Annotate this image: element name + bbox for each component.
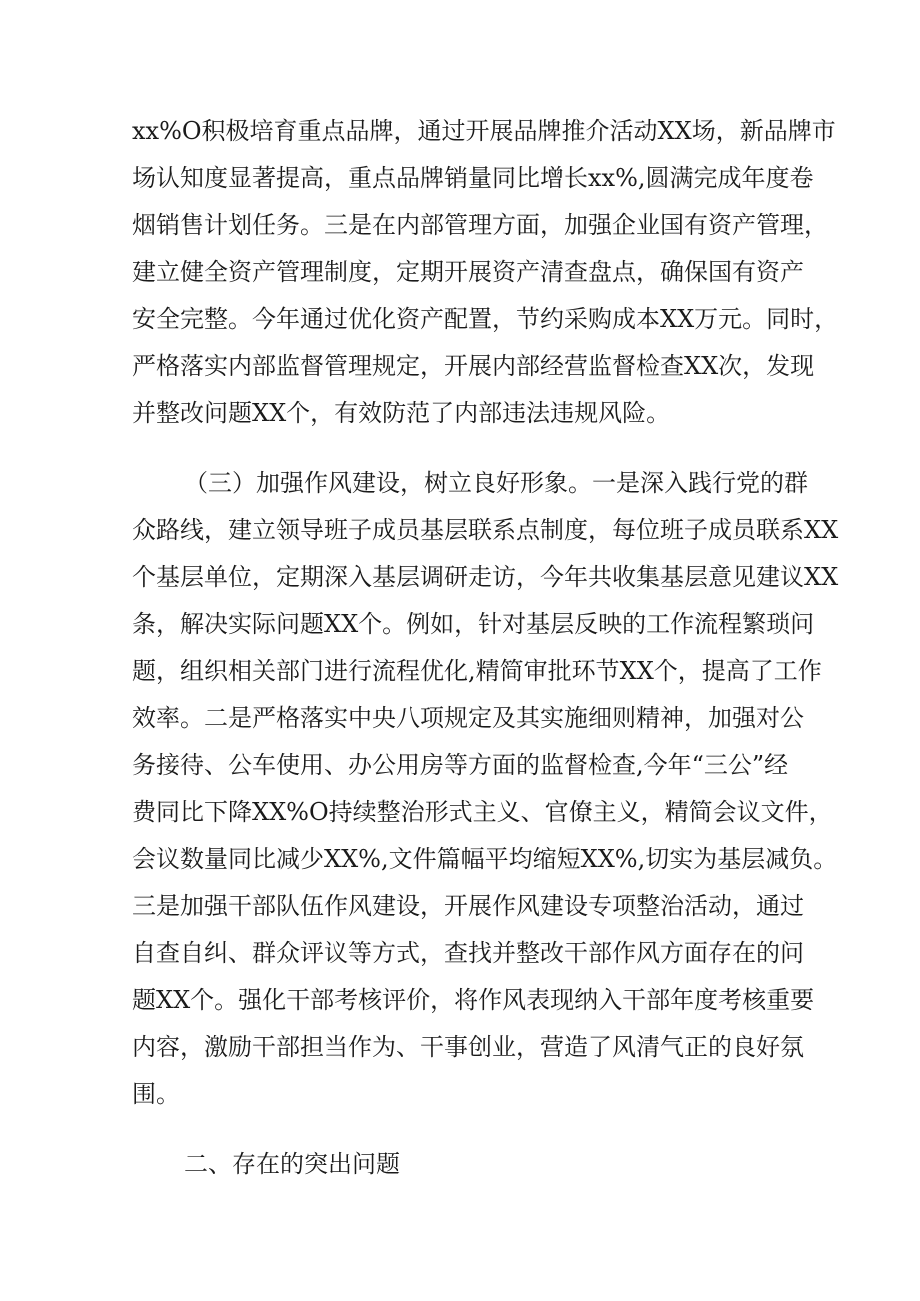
paragraph-1-line-3: 烟销售计划任务。三是在内部管理方面，加强企业国有资产管理， bbox=[132, 211, 828, 239]
paragraph-2-line-10: 三是加强干部队伍作风建设，开展作风建设专项整治活动，通过 bbox=[132, 892, 804, 920]
paragraph-1-line-4: 建立健全资产管理制度，定期开展资产清查盘点，确保国有资产 bbox=[132, 258, 804, 286]
paragraph-2-line-14: 围。 bbox=[132, 1080, 180, 1108]
paragraph-2-line-13: 内容，激励干部担当作为、干事创业，营造了风清气正的良好氛 bbox=[132, 1033, 804, 1061]
paragraph-1-line-2: 场认知度显著提高，重点品牌销量同比增长xx%,圆满完成年度卷 bbox=[132, 164, 814, 192]
paragraph-2-line-12: 题XX个。强化干部考核评价，将作风表现纳入干部年度考核重要 bbox=[132, 986, 815, 1014]
paragraph-1-line-1: xx%O积极培育重点品牌，通过开展品牌推介活动XX场，新品牌市 bbox=[132, 117, 836, 145]
paragraph-2-line-7: 务接待、公车使用、办公用房等方面的监督检查,今年“三公”经 bbox=[132, 751, 789, 779]
paragraph-1-line-6: 严格落实内部监督管理规定，开展内部经营监督检查XX次，发现 bbox=[132, 352, 815, 380]
paragraph-2-line-2: 众路线，建立领导班子成员基层联系点制度，每位班子成员联系XX bbox=[132, 516, 839, 544]
paragraph-2-line-4: 条，解决实际问题XX个。例如，针对基层反映的工作流程繁琐问 bbox=[132, 610, 815, 638]
paragraph-1-line-7: 并整改问题XX个，有效防范了内部违法违规风险。 bbox=[132, 399, 671, 427]
paragraph-2-line-1: （三）加强作风建设，树立良好形象。一是深入践行党的群 bbox=[184, 469, 808, 497]
paragraph-2-line-6: 效率。二是严格落实中央八项规定及其实施细则精神，加强对公 bbox=[132, 704, 804, 732]
paragraph-2-line-3: 个基层单位，定期深入基层调研走访，今年共收集基层意见建议XX bbox=[132, 563, 839, 591]
paragraph-2-line-11: 自查自纠、群众评议等方式，查找并整改干部作风方面存在的问 bbox=[132, 939, 804, 967]
paragraph-2-line-8: 费同比下降XX%O持续整治形式主义、官僚主义，精简会议文件， bbox=[132, 798, 833, 826]
section-heading: 二、存在的突出问题 bbox=[184, 1150, 400, 1178]
paragraph-2-line-5: 题，组织相关部门进行流程优化,精简审批环节XX个，提高了工作 bbox=[132, 657, 822, 685]
paragraph-1-line-5: 安全完整。今年通过优化资产配置，节约采购成本XX万元。同时， bbox=[132, 305, 839, 333]
paragraph-2-line-9: 会议数量同比减少XX%,文件篇幅平均缩短XX%,切实为基层减负。 bbox=[132, 845, 838, 873]
